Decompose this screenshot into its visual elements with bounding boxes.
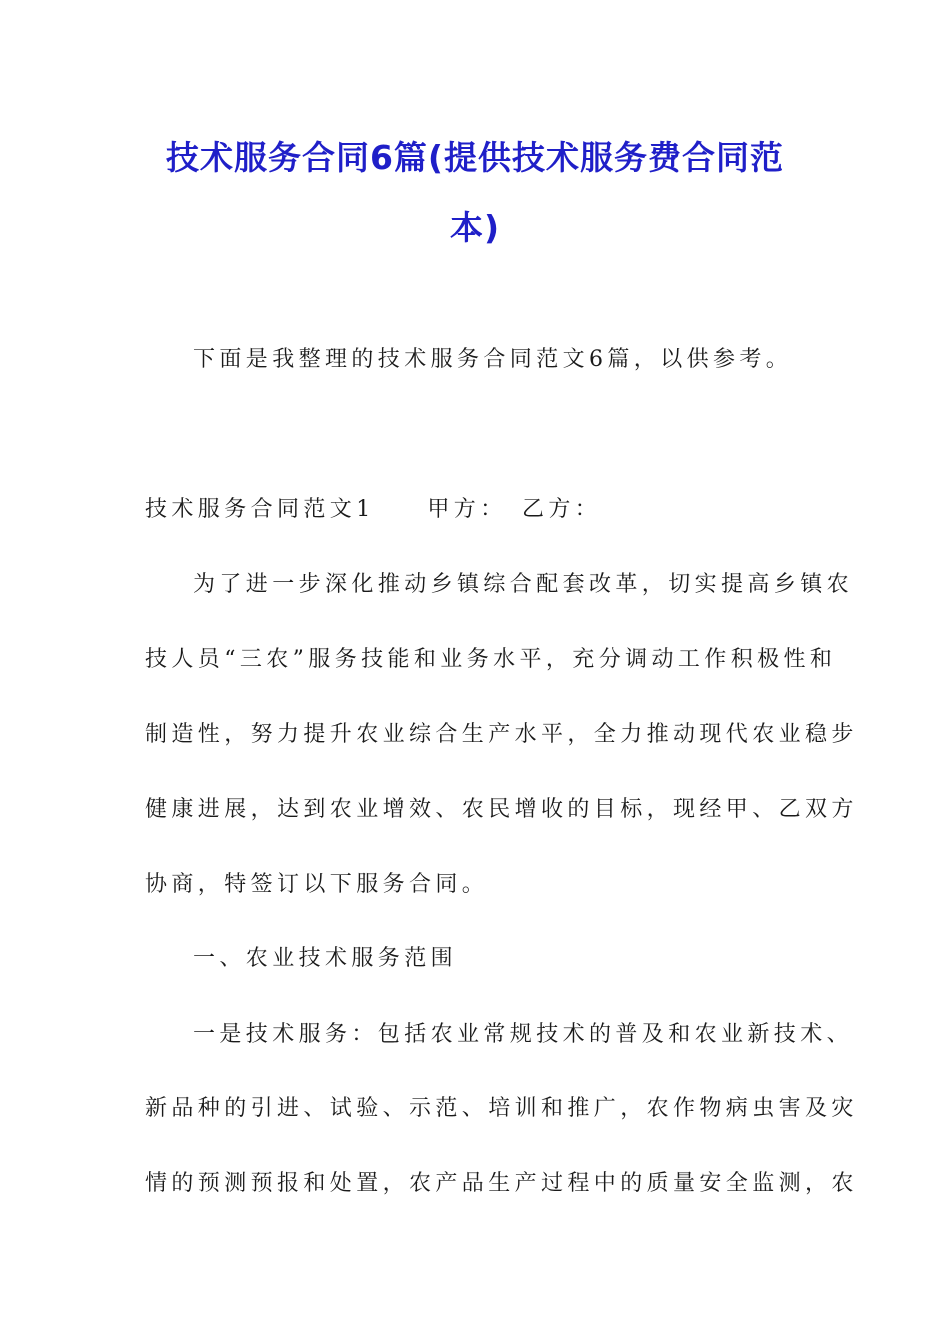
paragraph-1-line-1: 为了进一步深化推动乡镇综合配套改革，切实提高乡镇农 <box>193 572 854 597</box>
paragraph-1-line-2: 技人员“三农”服务技能和业务水平，充分调动工作积极性和 <box>145 647 837 672</box>
paragraph-2-line-2: 新品种的引进、试验、示范、培训和推广，农作物病虫害及灾 <box>145 1096 858 1121</box>
document-title-line-1: 技术服务合同6篇(提供技术服务费合同范 <box>165 138 785 177</box>
paragraph-2-line-1: 一是技术服务：包括农业常规技术的普及和农业新技术、 <box>193 1022 854 1047</box>
paragraph-2-line-3: 情的预测预报和处置，农产品生产过程中的质量安全监测，农 <box>145 1171 858 1196</box>
paragraph-1-line-5: 协商，特签订以下服务合同。 <box>145 872 489 897</box>
clause-1-heading: 一、农业技术服务范围 <box>193 946 458 971</box>
paragraph-1-line-4: 健康进展，达到农业增效、农民增收的目标，现经甲、乙双方 <box>145 797 858 822</box>
paragraph-1-line-3: 制造性，努力提升农业综合生产水平，全力推动现代农业稳步 <box>145 722 858 747</box>
intro-paragraph: 下面是我整理的技术服务合同范文6篇，以供参考。 <box>193 347 793 372</box>
section-heading: 技术服务合同范文1 甲方： 乙方： <box>145 497 602 522</box>
document-title-line-2: 本) <box>449 208 501 247</box>
